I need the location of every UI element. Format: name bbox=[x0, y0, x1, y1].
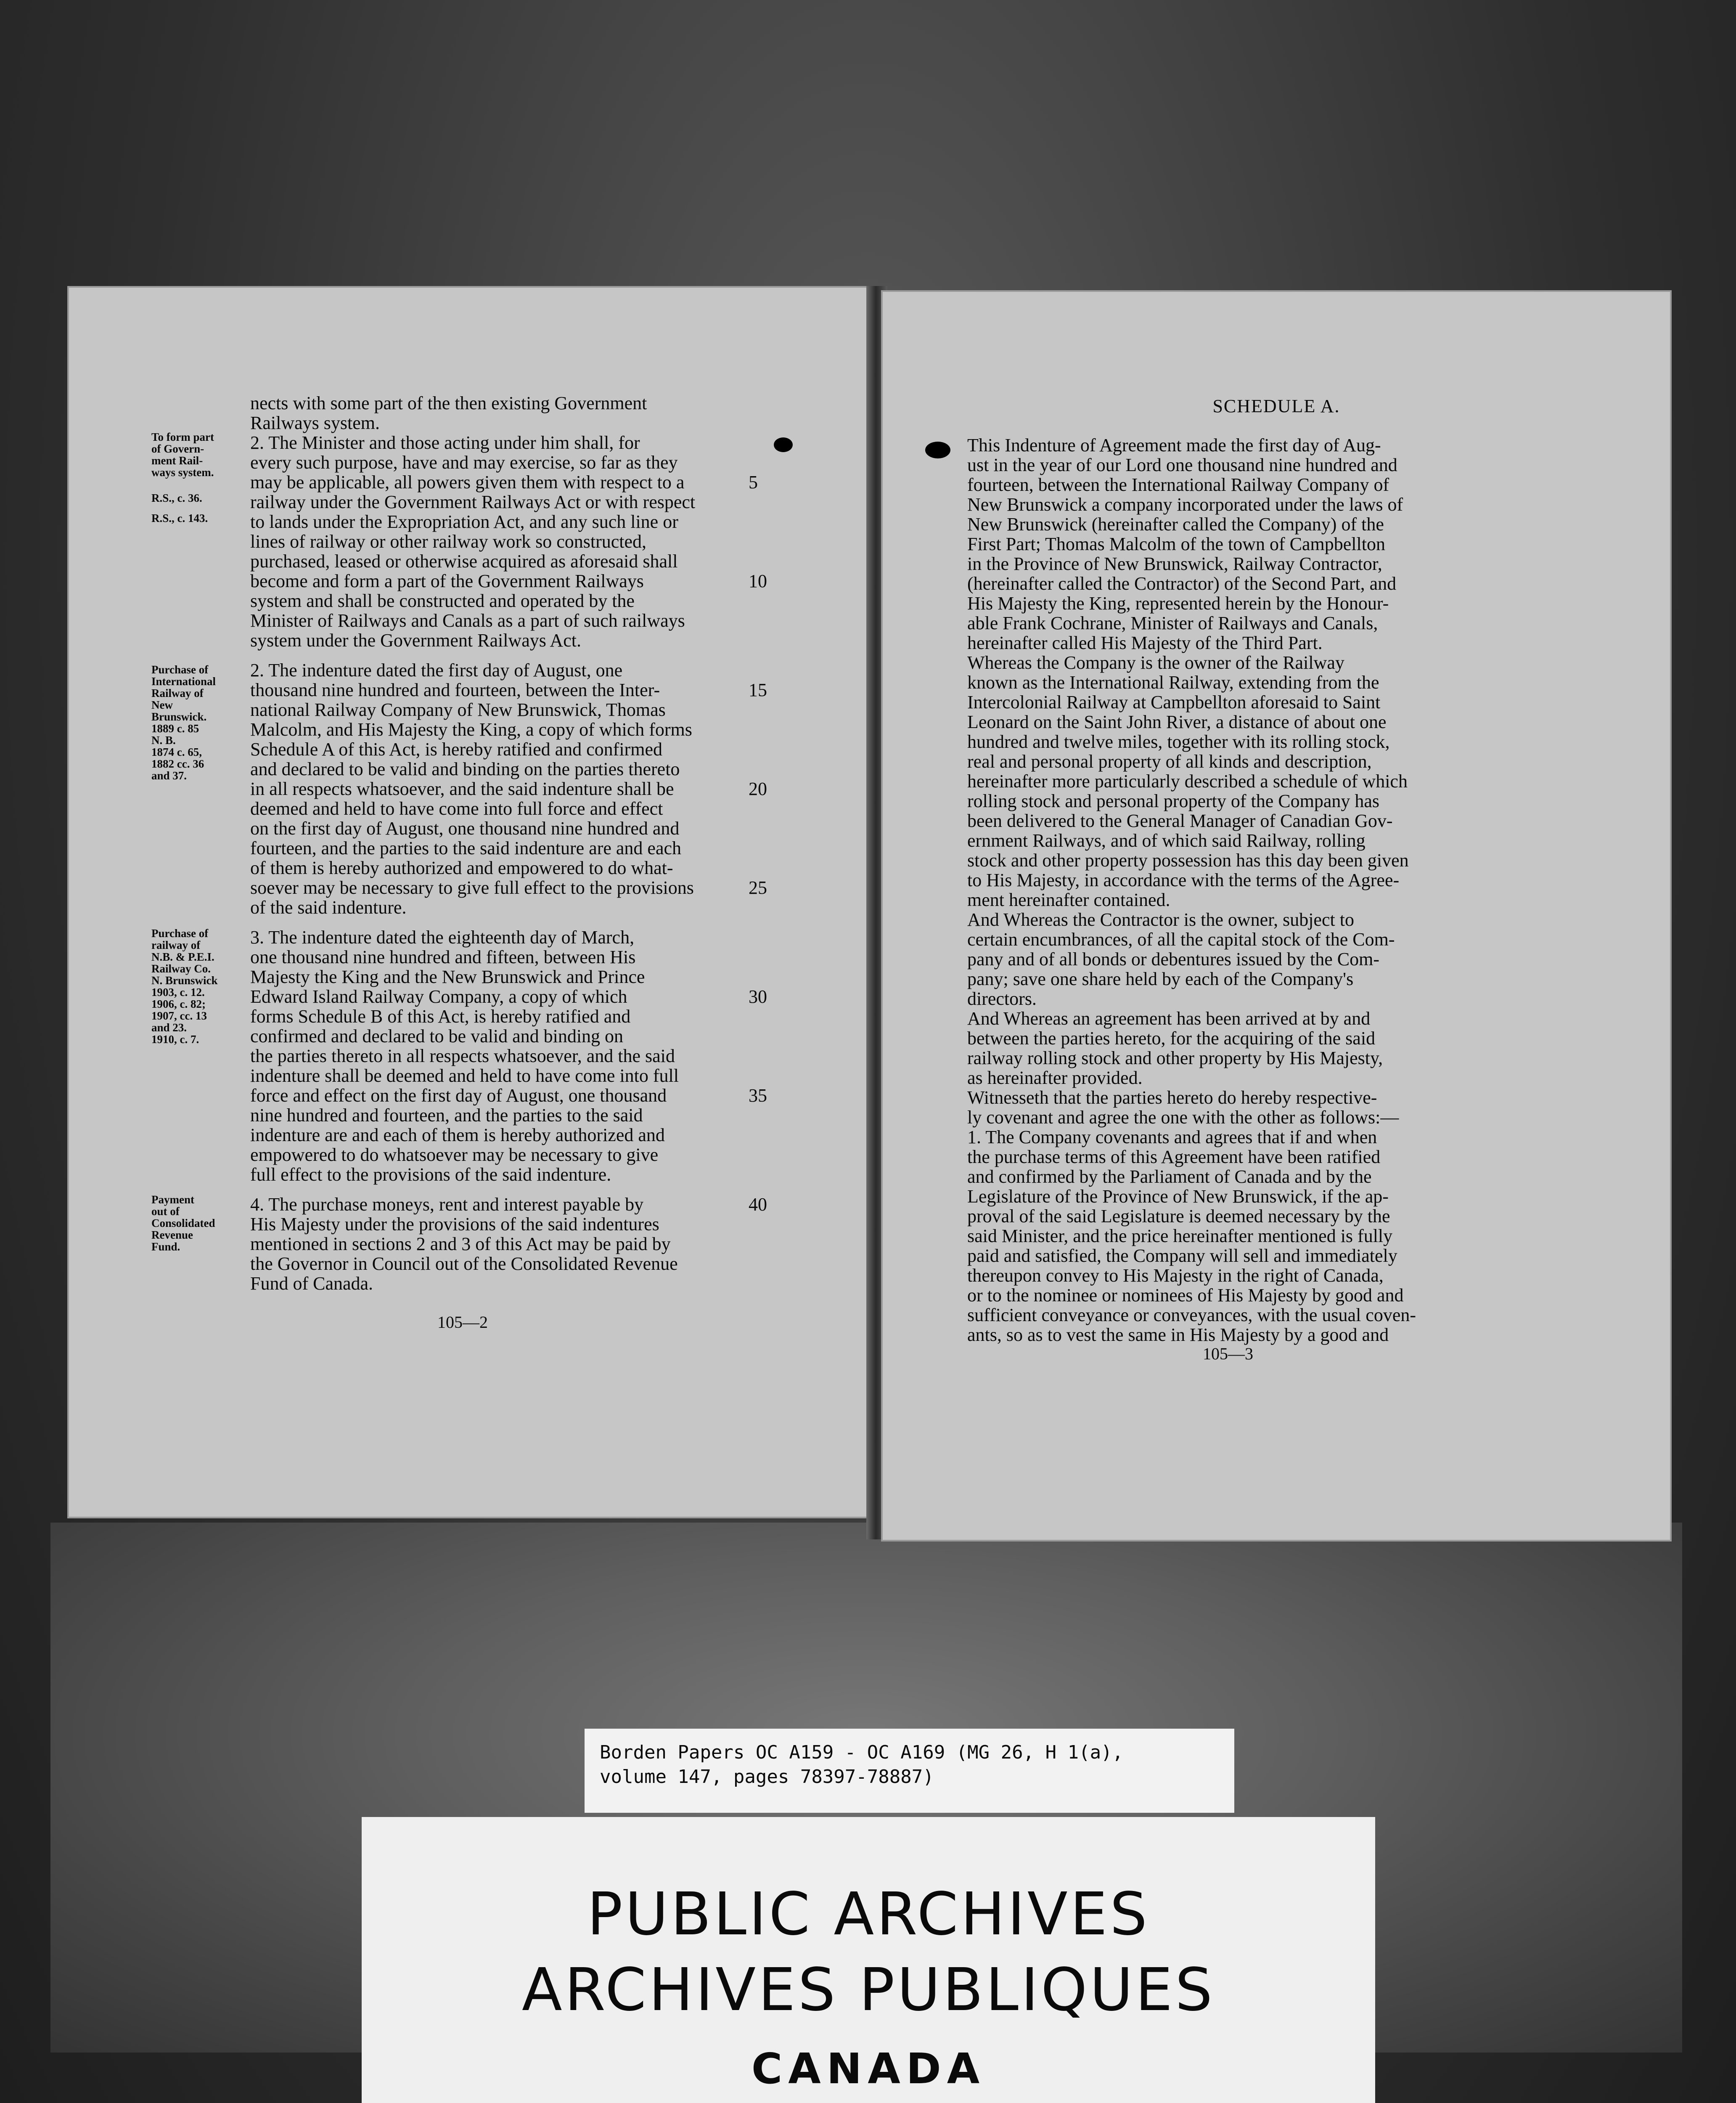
margin-note-rs-36: R.S., c. 36. bbox=[151, 492, 202, 504]
line-number: 5 bbox=[749, 472, 758, 493]
left-paragraph-1: nects with some part of the then existing Government Railways system. 2. The Minister and those acting under him shall, for every such purpose, have and may exercise, so far as they may be applicable, all powers given them with respect to a railway under the Government Railways Act or with respect to lands under the Expropriation Act, and any such line or lines of railway or other railway work so constructed, purchased, leased or otherwise acquired as aforesaid shall become and form a part of the Government Railways system and shall be constructed and operated by the Minister of Railways and Canals as a part of such railways system under the Government Railways Act. bbox=[250, 393, 696, 651]
right-paragraph-5: Witnesseth that the parties hereto do hereby respective- ly covenant and agree the one with the other as follows:— bbox=[967, 1087, 1399, 1128]
line-number: 35 bbox=[749, 1085, 767, 1106]
right-paragraph-6: 1. The Company covenants and agrees that if and when the purchase terms of this Agreement have been ratified and confirmed by the Parliament of Canada and by the Legislature of the Province of New Brunswick, if the ap- proval of the said Legislature is deemed necessary by the said Minister, and the price hereinafter mentioned is fully paid and satisfied, the Company will sell and immediately thereupon convey to His Majesty in the right of Canada, or to the nominee or nominees of His Majesty by good and sufficient conveyance or conveyances, with the usual coven- ants, so as to vest the same in His Majesty by a good and bbox=[967, 1127, 1416, 1345]
right-paragraph-4: And Whereas an agreement has been arrived at by and between the parties hereto, for the acquiring of the said railway rolling stock and other property by His Majesty, as hereinafter provided. bbox=[967, 1008, 1383, 1088]
archives-title-french: ARCHIVES PUBLIQUES bbox=[521, 1956, 1215, 2024]
line-number: 40 bbox=[749, 1194, 767, 1215]
line-number: 15 bbox=[749, 680, 767, 700]
right-paragraph-1: This Indenture of Agreement made the first day of Aug- ust in the year of our Lord one thousand nine hundred and fourteen, between the International Railway Company of New Brunswick a company incorporated under the laws of New Brunswick (hereinafter called the Company) of the First Part; Thomas Malcolm of the town of Campbellton in the Province of New Brunswick, Railway Contractor, (hereinafter called the Contractor) of the Second Part, and His Majesty the King, represented herein by the Honour- able Frank Cochrane, Minister of Railways and Canals, hereinafter called His Majesty of the Third Part. bbox=[967, 435, 1403, 653]
right-paragraph-2: Whereas the Company is the owner of the Railway known as the International Railway, extending from the Intercolonial Railway at Campbellton aforesaid to Saint Leonard on the Saint John River, a distance of about one hundred and twelve miles, together with its rolling stock, real and personal property of all kinds and description, hereinafter more particularly described a schedule of which rolling stock and personal property of the Company has been delivered to the General Manager of Canadian Gov- ernment Railways, and of which said Railway, rolling stock and other property possession has this day been given to His Majesty, in accordance with the terms of the Agree- ment hereinafter contained. bbox=[967, 652, 1409, 910]
margin-note-nb-pei-railway: Purchase of railway of N.B. & P.E.I. Railway Co. N. Brunswick 1903, c. 12. 1906, c. 82; 1907, cc. 13 and 23. 1910, c. 7. bbox=[151, 927, 218, 1046]
margin-note-rs-143: R.S., c. 143. bbox=[151, 512, 208, 524]
left-paragraph-4: 4. The purchase moneys, rent and interest payable by His Majesty under the provisions of the said indentures mentioned in sections 2 and 3 of this Act may be paid by the Governor in Council out of the Consolidated Revenue Fund of Canada. bbox=[250, 1194, 678, 1294]
public-archives-card bbox=[362, 1817, 1375, 2103]
schedule-title: SCHEDULE A. bbox=[1212, 396, 1340, 416]
archives-title-english: PUBLIC ARCHIVES bbox=[587, 1880, 1150, 1949]
margin-note-international-railway: Purchase of International Railway of New Brunswick. 1889 c. 85 N. B. 1874 c. 65, 1882 cc. 36 and 37. bbox=[151, 663, 216, 782]
line-number: 10 bbox=[749, 571, 767, 591]
archives-country: CANADA bbox=[751, 2044, 986, 2093]
right-page-folio: 105—3 bbox=[1203, 1344, 1253, 1363]
ink-blot bbox=[774, 437, 793, 452]
right-paragraph-3: And Whereas the Contractor is the owner, subject to certain encumbrances, of all the capital stock of the Com- pany and of all bonds or debentures issued by the Com- pany; save one share held by each of the Company's directors. bbox=[967, 909, 1395, 1009]
margin-note-consolidated-revenue: Payment out of Consolidated Revenue Fund. bbox=[151, 1193, 215, 1253]
line-number: 20 bbox=[749, 779, 767, 799]
archival-reference-label: Borden Papers OC A159 - OC A169 (MG 26, H 1(a), volume 147, pages 78397-78887) bbox=[585, 1729, 1234, 1813]
left-paragraph-3: 3. The indenture dated the eighteenth day of March, one thousand nine hundred and fifteen, between His Majesty the King and the New Brunswick and Prince Edward Island Railway Company, a copy of which forms Schedule B of this Act, is hereby ratified and confirmed and declared to be valid and binding on the parties thereto in all respects whatsoever, and the said indenture shall be deemed and held to have come into full force and effect on the first day of August, one thousand nine hundred and fourteen, and the parties to the said indenture are and each of them is hereby authorized and empowered to do whatsoever may be necessary to give full effect to the provisions of the said indenture. bbox=[250, 927, 679, 1185]
left-paragraph-2: 2. The indenture dated the first day of August, one thousand nine hundred and fourteen, between the Inter- national Railway Company of New Brunswick, Thomas Malcolm, and His Majesty the King, a copy of which forms Schedule A of this Act, is hereby ratified and confirmed and declared to be valid and binding on the parties thereto in all respects whatsoever, and the said indenture shall be deemed and held to have come into full force and effect on the first day of August, one thousand nine hundred and fourteen, and the parties to the said indenture are and each of them is hereby authorized and empowered to do what- soever may be necessary to give full effect to the provisions of the said indenture. bbox=[250, 660, 694, 918]
line-number: 30 bbox=[749, 986, 767, 1007]
margin-note-government-railways: To form part of Govern- ment Rail- ways system. bbox=[151, 431, 214, 479]
ink-blot bbox=[925, 442, 950, 458]
line-number: 25 bbox=[749, 877, 767, 898]
left-page-folio: 105—2 bbox=[437, 1313, 488, 1332]
